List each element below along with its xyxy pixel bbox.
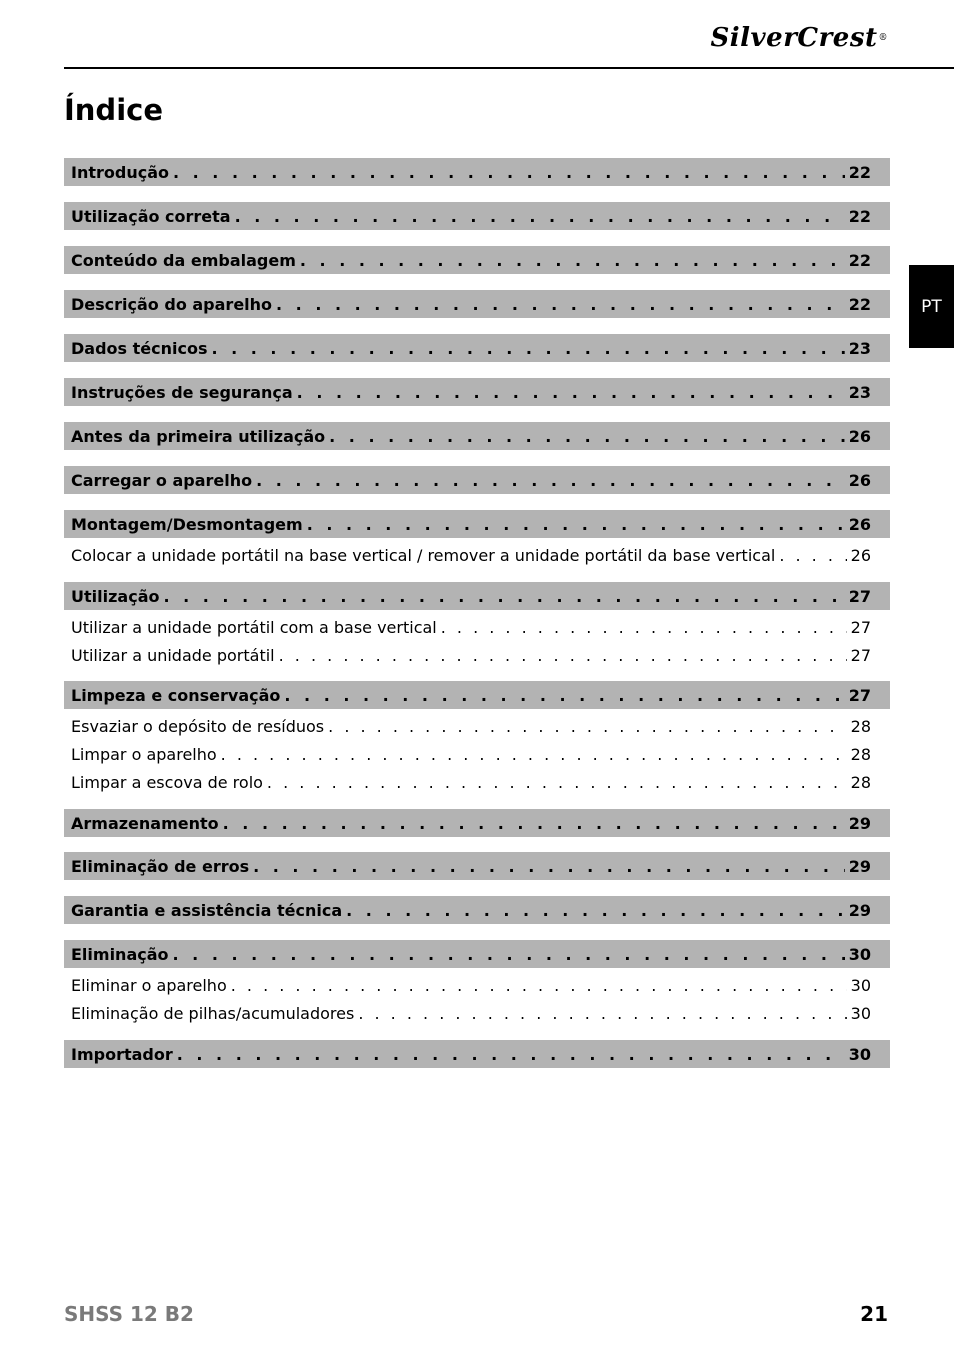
toc-entry-label: Carregar o aparelho: [71, 470, 253, 490]
toc-entry-label: Montagem/Desmontagem: [71, 514, 303, 534]
toc-leader: [223, 814, 845, 833]
toc-leader: [329, 427, 845, 446]
toc-entry-page: 27: [850, 617, 871, 637]
toc-entry-label: Limpar a escova de rolo: [71, 772, 263, 792]
toc-entry-page: 30: [850, 975, 871, 995]
toc-entry[interactable]: [64, 896, 890, 924]
toc-entry-label: Utilizar a unidade portátil: [71, 645, 275, 665]
toc-entry-page: 22: [848, 162, 871, 182]
toc-entry-page: 27: [848, 685, 871, 705]
toc-leader: [358, 1004, 846, 1023]
toc-leader: [267, 773, 847, 792]
toc-entry-page: 29: [848, 900, 871, 920]
toc-entry[interactable]: [64, 202, 890, 230]
toc-entry-label: Instruções de segurança: [71, 382, 293, 402]
toc-entry-page: 22: [848, 250, 871, 270]
toc-leader: [173, 945, 845, 964]
toc-entry-page: 26: [848, 426, 871, 446]
toc-entry-label: Eliminação de pilhas/acumuladores: [71, 1003, 355, 1023]
toc-subentry[interactable]: [64, 613, 890, 641]
toc-leader: [441, 618, 847, 637]
toc-leader: [235, 207, 845, 226]
toc-entry[interactable]: [64, 582, 890, 610]
toc-leader: [211, 339, 844, 358]
toc-entry[interactable]: [64, 422, 890, 450]
toc-entry-page: 28: [850, 716, 871, 736]
toc-entry-page: 26: [848, 470, 871, 490]
toc-leader: [231, 976, 847, 995]
toc-entry[interactable]: [64, 466, 890, 494]
toc-entry-label: Utilizar a unidade portátil com a base vertical: [71, 617, 437, 637]
language-tab: [909, 265, 954, 348]
brand-logo: [711, 22, 888, 54]
toc-subentry[interactable]: [64, 641, 890, 669]
toc-leader: [221, 745, 847, 764]
toc-subentry[interactable]: [64, 541, 890, 569]
toc-entry[interactable]: [64, 334, 890, 362]
toc-leader: [346, 901, 845, 920]
toc-entry-page: 29: [848, 813, 871, 833]
toc-entry-label: Dados técnicos: [71, 338, 208, 358]
footer-page-number: 21: [860, 1302, 888, 1326]
toc-entry[interactable]: [64, 510, 890, 538]
toc-entry-page: 22: [848, 206, 871, 226]
toc-leader: [300, 251, 845, 270]
header-rule: [64, 67, 954, 69]
toc-entry-label: Esvaziar o depósito de resíduos: [71, 716, 325, 736]
toc-leader: [307, 515, 845, 534]
toc-entry[interactable]: [64, 852, 890, 880]
toc-entry-page: 23: [848, 338, 871, 358]
toc-leader: [779, 546, 846, 565]
toc-entry-page: 26: [850, 545, 871, 565]
toc-entry-page: 30: [850, 1003, 871, 1023]
toc-entry-label: Eliminar o aparelho: [71, 975, 227, 995]
toc-entry[interactable]: [64, 940, 890, 968]
toc-leader: [253, 857, 845, 876]
toc-entry-page: 23: [848, 382, 871, 402]
toc-entry-page: 27: [850, 645, 871, 665]
toc-entry[interactable]: [64, 809, 890, 837]
toc-entry-label: Garantia e assistência técnica: [71, 900, 343, 920]
toc-entry-page: 27: [848, 586, 871, 606]
toc-entry[interactable]: [64, 246, 890, 274]
toc-entry-page: 30: [848, 944, 871, 964]
toc-entry-label: Eliminação: [71, 944, 169, 964]
toc-subentry[interactable]: [64, 999, 890, 1027]
toc-leader: [163, 587, 844, 606]
toc-leader: [177, 1045, 845, 1064]
registered-mark: ®: [878, 33, 888, 43]
toc-entry-label: Descrição do aparelho: [71, 294, 273, 314]
toc-leader: [284, 686, 844, 705]
toc-leader: [328, 717, 847, 736]
toc-entry-page: 28: [850, 744, 871, 764]
toc-entry-label: Utilização correta: [71, 206, 231, 226]
toc-entry-label: Limpar o aparelho: [71, 744, 217, 764]
toc-subentry[interactable]: [64, 712, 890, 740]
footer-model-number: SHSS 12 B2: [64, 1302, 194, 1326]
toc-subentry[interactable]: [64, 971, 890, 999]
toc-entry-page: 28: [850, 772, 871, 792]
toc-entry[interactable]: [64, 290, 890, 318]
toc-entry-label: Introdução: [71, 162, 169, 182]
toc-entry-label: Limpeza e conservação: [71, 685, 281, 705]
toc-entry[interactable]: [64, 681, 890, 709]
toc-entry[interactable]: [64, 1040, 890, 1068]
page-title: Índice: [64, 93, 163, 127]
toc-leader: [279, 646, 847, 665]
brand-logo-text: SilverCrest: [710, 23, 878, 53]
toc-entry[interactable]: [64, 158, 890, 186]
toc-entry-label: Antes da primeira utilização: [71, 426, 326, 446]
toc-entry-page: 26: [848, 514, 871, 534]
toc-entry-label: Utilização: [71, 586, 160, 606]
toc-entry-label: Conteúdo da embalagem: [71, 250, 296, 270]
toc-entry-page: 22: [848, 294, 871, 314]
toc-leader: [276, 295, 845, 314]
toc-entry-label: Eliminação de erros: [71, 856, 250, 876]
language-tab-label: PT: [921, 296, 942, 317]
toc-subentry[interactable]: [64, 768, 890, 796]
toc-entry-label: Colocar a unidade portátil na base vertical / remover a unidade portátil da base vertical: [71, 545, 776, 565]
toc-subentry[interactable]: [64, 740, 890, 768]
toc-leader: [256, 471, 845, 490]
toc-entry-label: Importador: [71, 1044, 173, 1064]
toc-leader: [173, 163, 845, 182]
toc-entry[interactable]: [64, 378, 890, 406]
toc-entry-page: 29: [848, 856, 871, 876]
toc-entry-page: 30: [848, 1044, 871, 1064]
toc-leader: [297, 383, 845, 402]
toc-entry-label: Armazenamento: [71, 813, 219, 833]
